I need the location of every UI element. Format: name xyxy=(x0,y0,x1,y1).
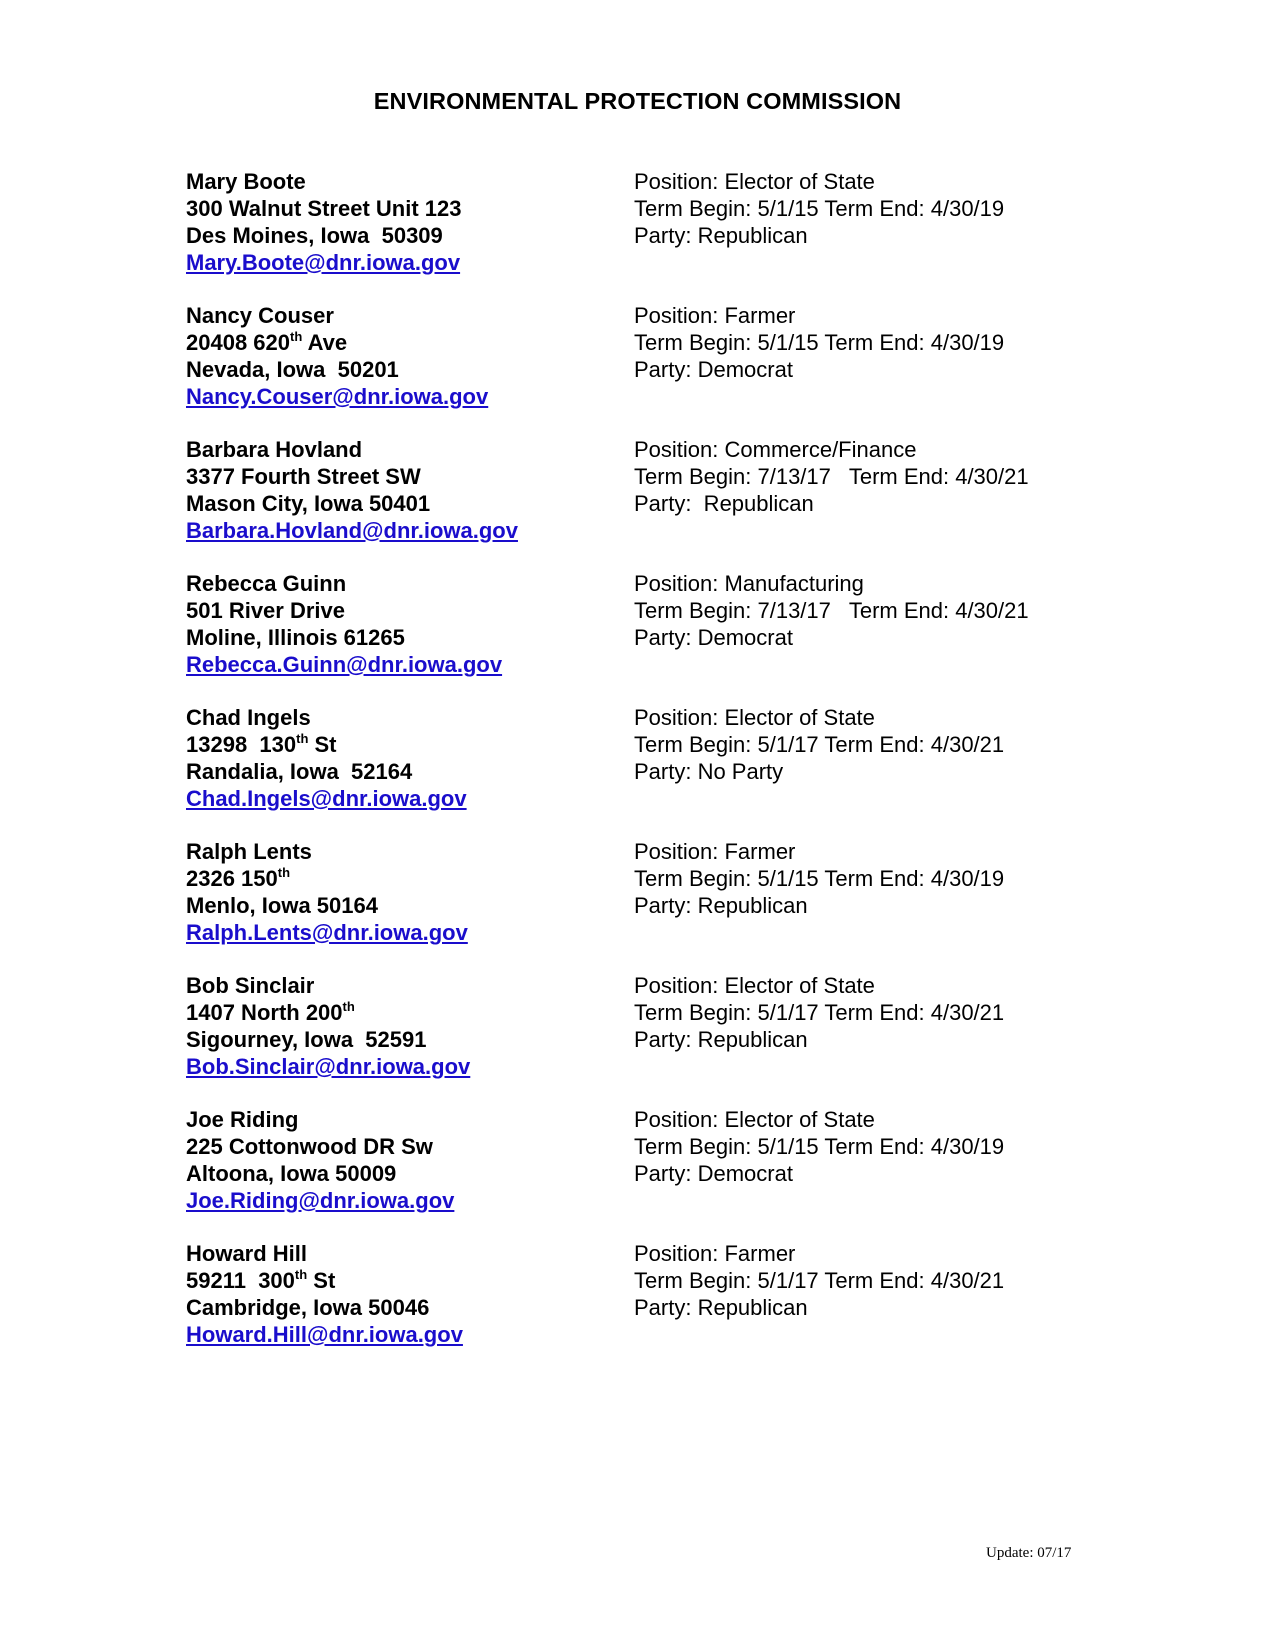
member-address xyxy=(186,1267,634,1294)
address-main: 225 Cottonwood DR Sw xyxy=(186,1134,433,1159)
member-email-link[interactable]: Nancy.Couser@dnr.iowa.gov xyxy=(186,384,489,409)
member-details xyxy=(634,570,1029,704)
member-list xyxy=(186,168,1086,1374)
member-entry xyxy=(186,302,1086,436)
member-party: Party: Republican xyxy=(634,1027,808,1052)
member-address xyxy=(186,999,634,1026)
address-main: 20408 620 xyxy=(186,330,290,355)
member-contact xyxy=(186,302,634,436)
member-entry xyxy=(186,436,1086,570)
address-ordinal: th xyxy=(290,329,303,344)
address-rest: St xyxy=(307,1268,336,1293)
page-title: ENVIRONMENTAL PROTECTION COMMISSION xyxy=(373,88,902,114)
address-ordinal: th xyxy=(294,1267,308,1282)
member-contact xyxy=(186,838,634,972)
member-address xyxy=(186,463,634,490)
member-party: Party: Democrat xyxy=(634,625,793,650)
member-city: Mason City, Iowa 50401 xyxy=(186,491,431,516)
member-email-link[interactable]: Mary.Boote@dnr.iowa.gov xyxy=(186,250,461,275)
member-city: Nevada, Iowa 50201 xyxy=(186,357,399,382)
address-main: 13298 130 xyxy=(186,732,297,757)
member-contact xyxy=(186,704,634,838)
member-details xyxy=(634,168,1004,302)
member-term: Term Begin: 5/1/15 Term End: 4/30/19 xyxy=(634,330,1005,355)
member-party: Party: Democrat xyxy=(634,357,793,382)
member-position: Position: Farmer xyxy=(634,1241,796,1266)
member-email-link[interactable]: Rebecca.Guinn@dnr.iowa.gov xyxy=(186,652,503,677)
address-main: 1407 North 200 xyxy=(186,1000,343,1025)
member-entry xyxy=(186,704,1086,838)
member-city: Randalia, Iowa 52164 xyxy=(186,759,413,784)
member-party: Party: No Party xyxy=(634,759,784,784)
member-party: Party: Republican xyxy=(634,223,808,248)
member-name: Barbara Hovland xyxy=(186,437,363,462)
member-term: Term Begin: 5/1/17 Term End: 4/30/21 xyxy=(634,1268,1005,1293)
member-position: Position: Elector of State xyxy=(634,973,875,998)
member-position: Position: Elector of State xyxy=(634,169,875,194)
member-email-link[interactable]: Howard.Hill@dnr.iowa.gov xyxy=(186,1322,463,1347)
member-address xyxy=(186,731,634,758)
member-name: Ralph Lents xyxy=(186,839,312,864)
member-term: Term Begin: 5/1/17 Term End: 4/30/21 xyxy=(634,1000,1005,1025)
member-city: Cambridge, Iowa 50046 xyxy=(186,1295,430,1320)
address-main: 2326 150 xyxy=(186,866,278,891)
member-contact xyxy=(186,570,634,704)
member-contact xyxy=(186,1240,634,1374)
member-name: Joe Riding xyxy=(186,1107,299,1132)
member-term: Term Begin: 7/13/17 Term End: 4/30/21 xyxy=(634,464,1029,489)
member-name: Chad Ingels xyxy=(186,705,311,730)
member-entry xyxy=(186,838,1086,972)
member-contact xyxy=(186,436,634,570)
member-details xyxy=(634,1240,1004,1374)
member-contact xyxy=(186,1106,634,1240)
address-main: 300 Walnut Street Unit 123 xyxy=(186,196,462,221)
address-main: 3377 Fourth Street SW xyxy=(186,464,421,489)
member-term: Term Begin: 7/13/17 Term End: 4/30/21 xyxy=(634,598,1029,623)
member-name: Bob Sinclair xyxy=(186,973,315,998)
member-details xyxy=(634,302,1004,436)
address-main: 59211 300 xyxy=(186,1268,295,1293)
member-email-link[interactable]: Joe.Riding@dnr.iowa.gov xyxy=(186,1188,455,1213)
member-email-link[interactable]: Bob.Sinclair@dnr.iowa.gov xyxy=(186,1054,471,1079)
member-city: Altoona, Iowa 50009 xyxy=(186,1161,397,1186)
member-city: Moline, Illinois 61265 xyxy=(186,625,405,650)
member-address xyxy=(186,597,634,624)
member-position: Position: Elector of State xyxy=(634,705,875,730)
member-entry xyxy=(186,1106,1086,1240)
member-entry xyxy=(186,972,1086,1106)
member-name: Nancy Couser xyxy=(186,303,334,328)
member-email-link[interactable]: Chad.Ingels@dnr.iowa.gov xyxy=(186,786,467,811)
member-address xyxy=(186,1133,634,1160)
member-name: Howard Hill xyxy=(186,1241,308,1266)
member-details xyxy=(634,436,1029,570)
address-main: 501 River Drive xyxy=(186,598,345,623)
update-date: Update: 07/17 xyxy=(986,1545,1072,1561)
member-party: Party: Republican xyxy=(634,491,814,516)
member-party: Party: Democrat xyxy=(634,1161,793,1186)
member-details xyxy=(634,704,1004,838)
address-ordinal: th xyxy=(296,731,309,746)
member-city: Des Moines, Iowa 50309 xyxy=(186,223,443,248)
member-address xyxy=(186,195,634,222)
member-email-link[interactable]: Barbara.Hovland@dnr.iowa.gov xyxy=(186,518,518,543)
member-details xyxy=(634,1106,1004,1240)
address-ordinal: th xyxy=(342,999,355,1014)
member-term: Term Begin: 5/1/17 Term End: 4/30/21 xyxy=(634,732,1005,757)
member-city: Sigourney, Iowa 52591 xyxy=(186,1027,427,1052)
member-address xyxy=(186,329,634,356)
member-position: Position: Farmer xyxy=(634,839,796,864)
member-name: Mary Boote xyxy=(186,169,306,194)
member-term: Term Begin: 5/1/15 Term End: 4/30/19 xyxy=(634,866,1005,891)
member-entry xyxy=(186,168,1086,302)
member-position: Position: Manufacturing xyxy=(634,571,864,596)
member-email-link[interactable]: Ralph.Lents@dnr.iowa.gov xyxy=(186,920,468,945)
member-details xyxy=(634,972,1004,1106)
address-ordinal: th xyxy=(277,865,291,880)
member-position: Position: Farmer xyxy=(634,303,796,328)
member-entry xyxy=(186,570,1086,704)
member-name: Rebecca Guinn xyxy=(186,571,347,596)
member-position: Position: Elector of State xyxy=(634,1107,875,1132)
member-entry xyxy=(186,1240,1086,1374)
member-term: Term Begin: 5/1/15 Term End: 4/30/19 xyxy=(634,1134,1005,1159)
member-address xyxy=(186,865,634,892)
member-contact xyxy=(186,972,634,1106)
member-party: Party: Republican xyxy=(634,1295,808,1320)
member-position: Position: Commerce/Finance xyxy=(634,437,917,462)
member-details xyxy=(634,838,1004,972)
member-party: Party: Republican xyxy=(634,893,808,918)
member-city: Menlo, Iowa 50164 xyxy=(186,893,378,918)
member-contact xyxy=(186,168,634,302)
member-term: Term Begin: 5/1/15 Term End: 4/30/19 xyxy=(634,196,1005,221)
address-rest: St xyxy=(308,732,337,757)
address-rest: Ave xyxy=(302,330,348,355)
